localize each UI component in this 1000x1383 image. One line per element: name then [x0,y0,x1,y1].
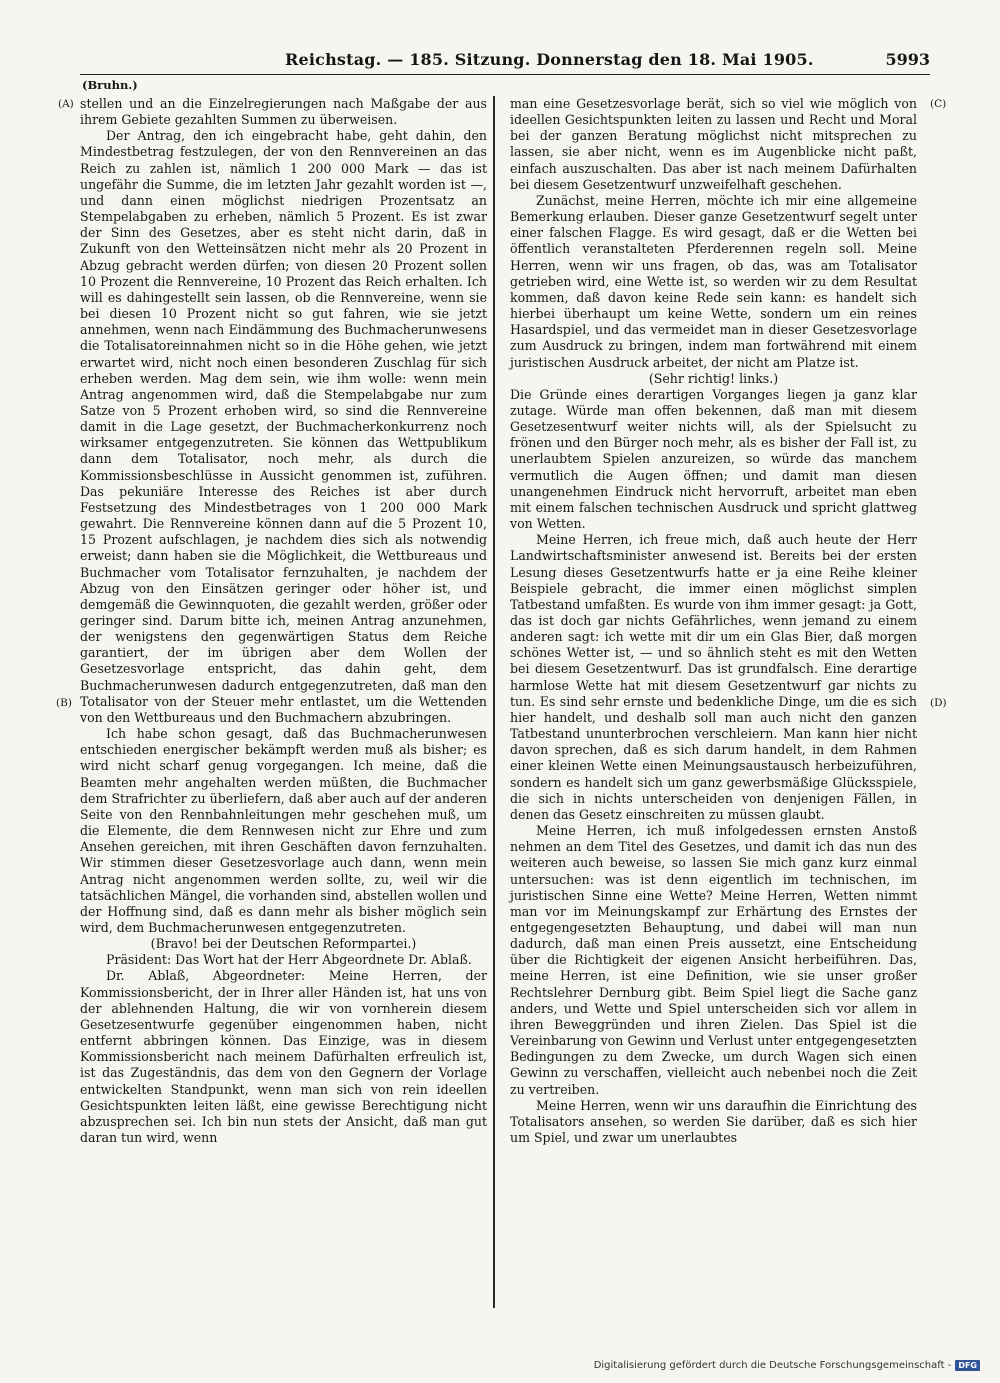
margin-marker-d: (D) [930,697,947,709]
applause-note: (Sehr richtig! links.) [648,370,779,386]
paragraph: Meine Herren, wenn wir uns daraufhin die Einrichtung des Totalisators ansehen, so werden Sie darüber, daß es sich hier um Spiel, und zwar um unerlaubtes [510,1097,917,1145]
speaker-tag: (Bruhn.) [82,78,138,92]
paragraph: Ich habe schon gesagt, daß das Buchmacherunwesen entschieden energischer bekämpft werden muß als bisher; es wird nicht scharf genug vorgegangen. Ich meine, daß die Beamten mehr angehalten werden müßten, die Buchmacher dem Strafrichter zu überliefern, daß aber auch auf der anderen Seite von den Rennbahnleitungen mehr geschehen muß, um die Elemente, die dem Rennwesen nicht zur Ehre und zum Ansehen gereichen, mit ihren Geschäften davon fernzuhalten. Wir stimmen dieser Gesetzesvorlage auch dann, wenn mein Antrag nicht angenommen werden sollte, zu, weil wir die tatsächlichen Mängel, die vorhanden sind, abstellen wollen und der Hoffnung sind, daß es dann mehr als bisher möglich sein wird, dem Buchmacherunwesen entgegenzutreten. [80,726,487,935]
margin-marker-b: (B) [56,697,72,709]
paragraph: Der Antrag, den ich eingebracht habe, geht dahin, den Mindestbetrag festzulegen, der von den Rennvereinen an das Reich zu zahlen ist, nämlich 1 200 000 Mark — das ist ungefähr die Summe, die im letzten Jahr gezahlt worden ist —, und dann einen möglichst niedrigen Prozentsatz an Stempelabgaben zu erheben, nämlich 5 Prozent. Es ist zwar der Sinn des Gesetzes, aber es steht nicht darin, daß in Zukunft von den Wetteinsätzen nicht mehr als 20 Prozent in Abzug gebracht werden dürfen; von diesen 20 Prozent sollen 10 Prozent die Rennvereine, 10 Prozent das Reich erhalten. Ich will es dahingestellt sein lassen, ob die Rennvereine, wenn sie bei diesen 10 Prozent nicht so gut fahren, wie sie jetzt annehmen, wenn nach Eindämmung des Buchmacherunwesens die Totalisatoreinnahmen nicht so in die Höhe gehen, wie jetzt erwartet wird, nicht noch einen besonderen Zuschlag für sich erheben werden. Mag dem sein, wie ihm wolle: wenn mein Antrag angenommen wird, daß die Stempelabgabe nur zum Satze von 5 Prozent erhoben wird, so sind die Rennvereine damit in die Lage gesetzt, der Buchmacherkonkurrenz noch wirksamer entgegenzutreten. Sie können das Wettpublikum dann dem Totalisator, noch mehr, als durch die Kommissionsbeschlüsse in Aussicht genommen ist, zuführen. Das pekuniäre Interesse des Reiches ist aber durch Festsetzung des Mindestbetrages von 1 200 000 Mark gewahrt. Die Rennvereine können dann auf die 5 Prozent 10, 15 Prozent aufschlagen, je nachdem dies sich als notwendig erweist; dann haben sie die Möglichkeit, die Wettbureaus und Buchmacher vom Totalisator fernzuhalten, je nachdem der Abzug von den Einsätzen geringer oder höher ist, und demgemäß die Gewinnquoten, die gezahlt werden, größer oder geringer sind. Darum bitte ich, meinen Antrag anzunehmen, der wenigstens den gegenwärtigen Status dem Reiche garantiert, der im übrigen aber dem Wollen der Gesetzesvorlage entspricht, das dahin geht, dem Buchmacherunwesen dadurch entgegenzutreten, daß man den Totalisator von der Steuer mehr entlastet, um die Wettenden von den Wettbureaus und den Buchmachern abzubringen. [80,128,487,725]
president-statement: Präsident: Das Wort hat der Herr Abgeordnete Dr. Ablaß. [106,952,472,968]
page-number: 5993 [885,50,930,69]
paragraph: Meine Herren, ich freue mich, daß auch heute der Herr Landwirtschaftsminister anwesend ist. Bereits bei der ersten Lesung dieses Gesetzentwurfs hatte er ja eine Reihe kleiner Beispiele gebracht, die immer einen möglichst simplen Tatbestand umfaßten. Es wurde von ihm immer gesagt: ja Gott, das ist doch gar nichts Gefährliches, wenn jemand zu einem anderen sagt: ich wette mit dir um ein Glas Bier, daß morgen schönes Wetter ist, — und so ähnlich steht es mit den Wetten bei diesem Gesetzentwurf. Das ist grundfalsch. Eine derartige harmlose Wette hat mit diesem Gesetzentwurf gar nichts zu tun. Es sind sehr ernste und bedenkliche Dinge, um die es sich hier handelt, und deshalb soll man auch nicht den ganzen Tatbestand ununterbrochen verschleiern. Man kann hier nicht davon sprechen, daß es sich darum handelt, in dem Rahmen einer kleinen Wette einen Meinungsaustausch herbeizuführen, sondern es handelt sich um ganz gewerbsmäßige Glücksspiele, die sich in nichts unterscheiden von denjenigen Fällen, in denen das Gesetz einschreiten zu müssen glaubt. [510,532,917,822]
footer-text: Digitalisierung gefördert durch die Deutsche Forschungsgemeinschaft - [593,1360,952,1371]
paragraph: Meine Herren, ich muß infolgedessen ernsten Anstoß nehmen an dem Titel des Gesetzes, und damit ich das nun des weiteren auch beweise, so lassen Sie mich ganz kurz einmal untersuchen: was ist denn eigentlich im technischen, im juristischen Sinne eine Wette? Meine Herren, Wetten nimmt man vor im Meinungskampf zur Erhärtung des Ernstes der entgegengesetzten Behauptung, und dabei will man nun dadurch, daß man einen Preis aussetzt, eine Entscheidung über die Richtigkeit der eigenen Ansicht herbeiführen. Das, meine Herren, ist eine Definition, wie sie unser großer Rechtslehrer Dernburg gibt. Beim Spiel liegt die Sache ganz anders, und Wette und Spiel unterscheiden sich vor allem in ihren Beweggründen und ihren Zielen. Das Spiel ist die Vereinbarung von Gewinn und Verlust unter entgegengesetzten Bedingungen zu dem Zwecke, um durch Wagen sich einen Gewinn zu verschaffen, vielleicht auch nebenbei noch die Zeit zu vertreiben. [510,823,917,1097]
running-header [80,50,930,75]
header-title: Reichstag. — 185. Sitzung. Donnerstag den 18. Mai 1905. [285,50,814,69]
digitization-footer [594,1360,980,1371]
paragraph: stellen und an die Einzelregierungen nach Maßgabe der aus ihrem Gebiete gezahlten Summen zu überweisen. [80,96,487,128]
margin-marker-c: (C) [930,98,947,110]
column-divider [493,96,495,1308]
margin-marker-a: (A) [58,98,74,110]
paragraph: man eine Gesetzesvorlage berät, sich so viel wie möglich von ideellen Gesichtspunkten leiten zu lassen und Recht und Moral bei der ganzen Beratung möglichst nicht mitsprechen zu lassen, sie aber nicht, wenn es im Augenblicke nicht paßt, einfach auszuschalten. Das aber ist nach meinem Dafürhalten bei diesem Gesetzentwurf unzweifelhaft geschehen. [510,96,917,192]
left-column [80,96,487,1146]
applause-note: (Bravo! bei der Deutschen Reformpartei.) [150,936,417,952]
dfg-logo: DFG [955,1360,980,1371]
paragraph: Zunächst, meine Herren, möchte ich mir eine allgemeine Bemerkung erlauben. Dieser ganze Gesetzentwurf segelt unter einer falschen Flagge. Es wird gesagt, daß er die Wetten bei öffentlich veranstalteten Pferderennen regeln soll. Meine Herren, wenn wir uns fragen, ob das, was am Totalisator getrieben wird, eine Wette ist, so werden wir zu dem Resultat kommen, daß davon keine Rede sein kann: es handelt sich hierbei überhaupt um keine Wette, sondern um ein reines Hasardspiel, und das vermeidet man in dieser Gesetzesvorlage zum Ausdruck zu bringen, indem man fortwährend mit einem juristischen Ausdruck arbeitet, der nicht am Platze ist. [510,192,917,370]
speech-opening: Dr. Ablaß, Abgeordneter: Meine Herren, der Kommissionsbericht, der in Ihrer aller Händen ist, hat uns von der ablehnenden Haltung, die wir von vornherein diesem Gesetzesentwurfe gegenüber eingenommen haben, nicht entfernt abbringen können. Das Einzige, was in diesem Kommissionsbericht nach meinem Dafürhalten erfreulich ist, ist das Zugeständnis, das dem von den Gegnern der Vorlage entwickelten Standpunkt, wenn man sich von rein ideellen Gesichtspunkten leiten läßt, eine gewisse Berechtigung nicht abzusprechen sei. Ich bin nun stets der Ansicht, daß man gut daran tun wird, wenn [80,968,487,1145]
paragraph: Die Gründe eines derartigen Vorganges liegen ja ganz klar zutage. Würde man offen bekennen, daß man mit diesem Gesetzesentwurf weiter nichts will, als der Spielsucht zu frönen und den Bürger noch mehr, als es bisher der Fall ist, zu unerlaubtem Spielen anzureizen, so würde das manchem vermutlich die Augen öffnen; und damit man diesen unangenehmen Eindruck nicht hervorruft, arbeitet man eben mit einem falschen technischen Ausdruck und spricht glattweg von Wetten. [510,386,917,532]
right-column [510,96,917,1146]
